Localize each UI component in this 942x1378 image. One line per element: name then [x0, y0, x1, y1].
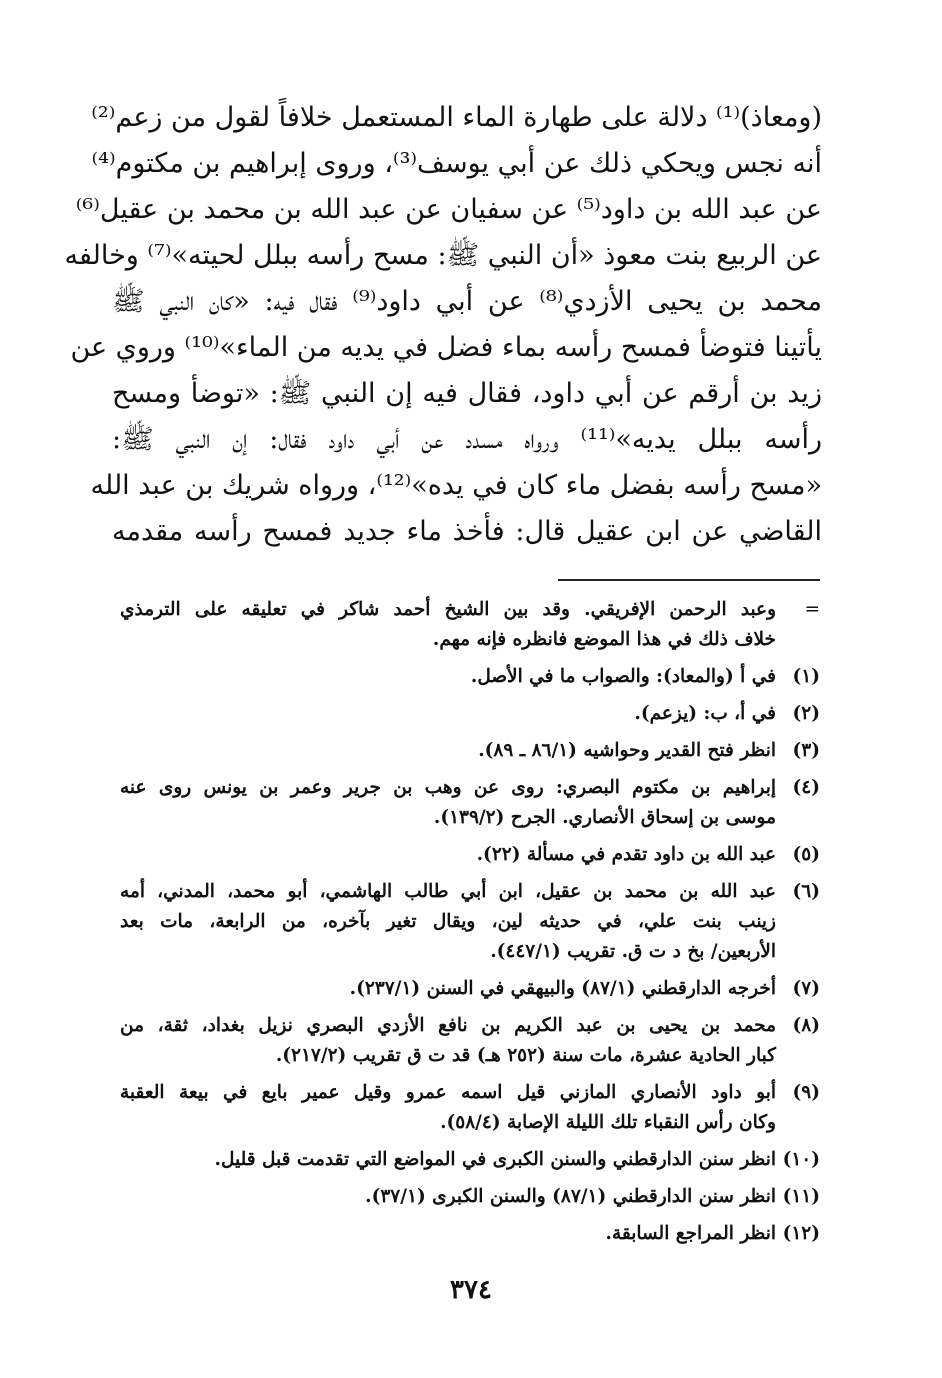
footnote-11: [120, 1182, 820, 1212]
footnote-1: [120, 662, 820, 692]
footnote-line: كبار الحادية عشرة، مات سنة (٢٥٢ هـ) قد ت ق تقريب (٢١٧/٢).: [275, 1045, 776, 1066]
footnotes: [120, 595, 820, 1256]
footnote-line: انظر سنن الدارقطني (٨٧/١) والسنن الكبرى (٣٧/١).: [365, 1186, 776, 1207]
main-text-line: «مسح رأسه بفضل ماء كان في يده»⁽¹²⁾، ورواه شريك بن عبد الله: [90, 470, 822, 501]
footnote-number: (١): [792, 666, 820, 687]
main-text-line: يأتينا فتوضأ فمسح رأسه بماء فضل في يديه من الماء»⁽¹⁰⁾ وروي عن: [70, 332, 822, 363]
footnote-6: [120, 877, 820, 967]
footnote-5: [120, 840, 820, 870]
footnote-number: (١١): [782, 1186, 820, 1207]
footnote-4: [120, 773, 820, 833]
footnote-line: محمد بن يحيى بن عبد الكريم بن نافع الأزدي البصري نزيل بغداد، ثقة، من: [120, 1015, 776, 1036]
footnote-7: [120, 974, 820, 1004]
footnote-line: وعبد الرحمن الإفريقي. وقد بين الشيخ أحمد شاكر في تعليقه على الترمذي: [120, 599, 776, 620]
main-text-line: رأسه ببلل يديه»⁽¹¹⁾ ورواه مسدد عن أبي داود فقال: إن النبي ﷺ:: [112, 424, 822, 455]
footnote-8: [120, 1011, 820, 1071]
footnote-line: إبراهيم بن مكتوم البصري: روى عن وهب بن جرير وعمر بن يونس روى عنه: [120, 777, 776, 798]
footnote-3: [120, 736, 820, 766]
main-text-line: القاضي عن ابن عقيل قال: فأخذ ماء جديد فمسح رأسه مقدمه: [112, 516, 822, 547]
main-text-line: محمد بن يحيى الأزدي⁽⁸⁾ عن أبي داود⁽⁹⁾ فقال فيه: «كان النبي ﷺ: [112, 286, 822, 317]
footnote-line: في أ (والمعاد): والصواب ما في الأصل.: [470, 666, 776, 687]
footnote-number: (١٢): [782, 1223, 820, 1244]
footnote-line: عبد الله بن محمد بن عقيل، ابن أبي طالب الهاشمي، أبو محمد، المدني، أمه: [120, 881, 776, 902]
continuation-mark: =: [804, 599, 820, 620]
footnote-number: (٦): [792, 881, 820, 902]
footnote-2: [120, 699, 820, 729]
footnote-line: انظر المراجع السابقة.: [605, 1223, 776, 1244]
main-text-line: أنه نجس ويحكي ذلك عن أبي يوسف⁽³⁾، وروى إبراهيم بن مكتوم⁽⁴⁾: [91, 148, 822, 179]
footnote-10: [120, 1145, 820, 1175]
footnote-line: موسى بن إسحاق الأنصاري. الجرح (١٣٩/٢).: [433, 807, 776, 828]
main-text-line: (ومعاذ)⁽¹⁾ دلالة على طهارة الماء المستعمل خلافاً لقول من زعم⁽²⁾: [91, 102, 822, 133]
footnote-line: زينب بنت علي، في حديثه لين، ويقال تغير بآخره، من الرابعة، مات بعد: [120, 911, 776, 932]
footnote-number: (٧): [792, 978, 820, 999]
footnote-line: وكان رأس النقباء تلك الليلة الإصابة (٥٨/٤).: [440, 1112, 776, 1133]
footnote-number: (٥): [792, 844, 820, 865]
footnote-line: خلاف ذلك في هذا الموضع فانظره فإنه مهم.: [432, 629, 776, 650]
footnote-line: في أ، ب: (يزعم).: [634, 703, 776, 724]
footnote-line: انظر سنن الدارقطني والسنن الكبرى في المواضع التي تقدمت قبل قليل.: [214, 1149, 776, 1170]
footnote-line: أخرجه الدارقطني (٨٧/١) والبيهقي في السنن (٢٣٧/١).: [349, 978, 776, 999]
footnote-9: [120, 1078, 820, 1138]
footnote-number: (١٠): [782, 1149, 820, 1170]
footnote-line: انظر فتح القدير وحواشيه (٨٦/١ ـ ٨٩).: [478, 740, 776, 761]
footnote-line: الأربعين/ بخ د ت ق. تقريب (٤٤٧/١).: [490, 941, 776, 962]
main-text-block: [64, 95, 822, 555]
footnote-number: (٣): [792, 740, 820, 761]
footnote-number: (٤): [792, 777, 820, 798]
footnote-line: أبو داود الأنصاري المازني قيل اسمه عمرو وقيل عمير بايع في بيعة العقبة: [120, 1082, 776, 1103]
main-text-line: زيد بن أرقم عن أبي داود، فقال فيه إن النبي ﷺ: «توضأ ومسح: [112, 378, 822, 409]
footnote-line: عبد الله بن داود تقدم في مسألة (٢٢).: [476, 844, 776, 865]
footnote-number: (٩): [792, 1082, 820, 1103]
main-text-line: عن الربيع بنت معوذ «أن النبي ﷺ: مسح رأسه ببلل لحيته»⁽⁷⁾ وخالفه: [64, 240, 822, 271]
footnote-number: (٨): [792, 1015, 820, 1036]
footnote-continuation: [120, 595, 820, 655]
footnote-separator: [558, 579, 820, 581]
main-text-line: عن عبد الله بن داود⁽⁵⁾ عن سفيان عن عبد الله بن محمد بن عقيل⁽⁶⁾: [75, 194, 822, 225]
footnote-number: (٢): [792, 703, 820, 724]
footnote-12: [120, 1219, 820, 1249]
page-number: ٣٧٤: [450, 1275, 492, 1305]
